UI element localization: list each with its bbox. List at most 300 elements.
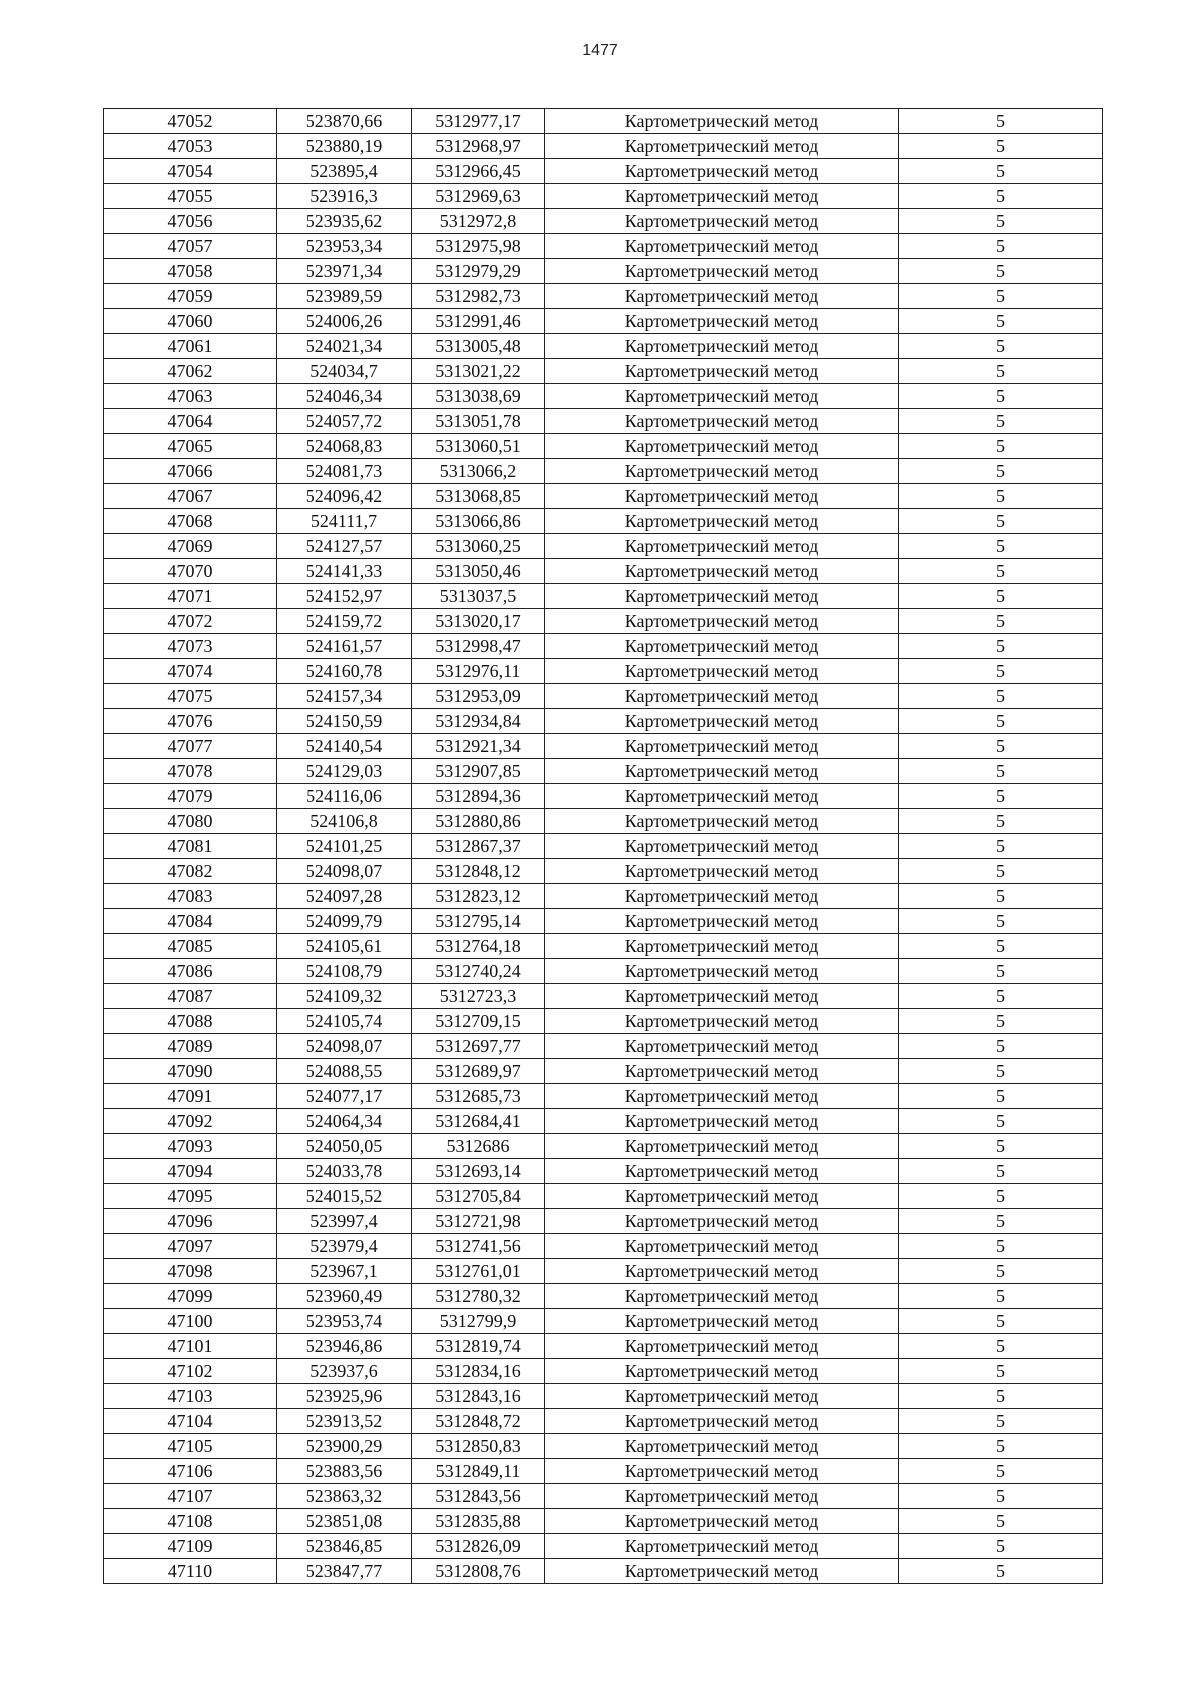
method-cell: Картометрический метод bbox=[545, 434, 899, 459]
point-number-cell: 47055 bbox=[104, 184, 277, 209]
point-number-cell: 47104 bbox=[104, 1409, 277, 1434]
y-coordinate-cell: 5312921,34 bbox=[412, 734, 545, 759]
point-number-cell: 47097 bbox=[104, 1234, 277, 1259]
point-number-cell: 47062 bbox=[104, 359, 277, 384]
accuracy-cell: 5 bbox=[899, 1009, 1103, 1034]
method-cell: Картометрический метод bbox=[545, 759, 899, 784]
y-coordinate-cell: 5312991,46 bbox=[412, 309, 545, 334]
point-number-cell: 47067 bbox=[104, 484, 277, 509]
point-number-cell: 47092 bbox=[104, 1109, 277, 1134]
method-cell: Картометрический метод bbox=[545, 234, 899, 259]
accuracy-cell: 5 bbox=[899, 1534, 1103, 1559]
point-number-cell: 47073 bbox=[104, 634, 277, 659]
method-cell: Картометрический метод bbox=[545, 1484, 899, 1509]
accuracy-cell: 5 bbox=[899, 509, 1103, 534]
point-number-cell: 47066 bbox=[104, 459, 277, 484]
table-row bbox=[104, 284, 1103, 309]
x-coordinate-cell: 524015,52 bbox=[277, 1184, 412, 1209]
x-coordinate-cell: 523847,77 bbox=[277, 1559, 412, 1584]
accuracy-cell: 5 bbox=[899, 534, 1103, 559]
y-coordinate-cell: 5312819,74 bbox=[412, 1334, 545, 1359]
table-row bbox=[104, 1359, 1103, 1384]
point-number-cell: 47098 bbox=[104, 1259, 277, 1284]
table-row bbox=[104, 134, 1103, 159]
page-number: 1477 bbox=[582, 42, 618, 59]
method-cell: Картометрический метод bbox=[545, 984, 899, 1009]
table-row bbox=[104, 459, 1103, 484]
y-coordinate-cell: 5312697,77 bbox=[412, 1034, 545, 1059]
method-cell: Картометрический метод bbox=[545, 1559, 899, 1584]
point-number-cell: 47089 bbox=[104, 1034, 277, 1059]
point-number-cell: 47106 bbox=[104, 1459, 277, 1484]
point-number-cell: 47057 bbox=[104, 234, 277, 259]
method-cell: Картометрический метод bbox=[545, 1034, 899, 1059]
method-cell: Картометрический метод bbox=[545, 184, 899, 209]
point-number-cell: 47096 bbox=[104, 1209, 277, 1234]
y-coordinate-cell: 5312740,24 bbox=[412, 959, 545, 984]
x-coordinate-cell: 524159,72 bbox=[277, 609, 412, 634]
x-coordinate-cell: 523937,6 bbox=[277, 1359, 412, 1384]
x-coordinate-cell: 524161,57 bbox=[277, 634, 412, 659]
point-number-cell: 47065 bbox=[104, 434, 277, 459]
point-number-cell: 47093 bbox=[104, 1134, 277, 1159]
point-number-cell: 47052 bbox=[104, 109, 277, 134]
accuracy-cell: 5 bbox=[899, 184, 1103, 209]
method-cell: Картометрический метод bbox=[545, 1534, 899, 1559]
x-coordinate-cell: 524150,59 bbox=[277, 709, 412, 734]
y-coordinate-cell: 5312849,11 bbox=[412, 1459, 545, 1484]
method-cell: Картометрический метод bbox=[545, 1309, 899, 1334]
method-cell: Картометрический метод bbox=[545, 959, 899, 984]
y-coordinate-cell: 5313051,78 bbox=[412, 409, 545, 434]
point-number-cell: 47094 bbox=[104, 1159, 277, 1184]
point-number-cell: 47076 bbox=[104, 709, 277, 734]
point-number-cell: 47056 bbox=[104, 209, 277, 234]
method-cell: Картометрический метод bbox=[545, 1334, 899, 1359]
y-coordinate-cell: 5313005,48 bbox=[412, 334, 545, 359]
point-number-cell: 47083 bbox=[104, 884, 277, 909]
point-number-cell: 47059 bbox=[104, 284, 277, 309]
x-coordinate-cell: 523997,4 bbox=[277, 1209, 412, 1234]
table-row bbox=[104, 1559, 1103, 1584]
point-number-cell: 47101 bbox=[104, 1334, 277, 1359]
point-number-cell: 47102 bbox=[104, 1359, 277, 1384]
y-coordinate-cell: 5313060,51 bbox=[412, 434, 545, 459]
method-cell: Картометрический метод bbox=[545, 1384, 899, 1409]
accuracy-cell: 5 bbox=[899, 1234, 1103, 1259]
method-cell: Картометрический метод bbox=[545, 809, 899, 834]
point-number-cell: 47091 bbox=[104, 1084, 277, 1109]
table-row bbox=[104, 1509, 1103, 1534]
point-number-cell: 47090 bbox=[104, 1059, 277, 1084]
method-cell: Картометрический метод bbox=[545, 1459, 899, 1484]
y-coordinate-cell: 5312969,63 bbox=[412, 184, 545, 209]
y-coordinate-cell: 5312705,84 bbox=[412, 1184, 545, 1209]
y-coordinate-cell: 5312843,16 bbox=[412, 1384, 545, 1409]
method-cell: Картометрический метод bbox=[545, 134, 899, 159]
x-coordinate-cell: 524088,55 bbox=[277, 1059, 412, 1084]
table-row bbox=[104, 1134, 1103, 1159]
point-number-cell: 47053 bbox=[104, 134, 277, 159]
accuracy-cell: 5 bbox=[899, 1434, 1103, 1459]
point-number-cell: 47099 bbox=[104, 1284, 277, 1309]
point-number-cell: 47108 bbox=[104, 1509, 277, 1534]
x-coordinate-cell: 524098,07 bbox=[277, 859, 412, 884]
accuracy-cell: 5 bbox=[899, 609, 1103, 634]
x-coordinate-cell: 524140,54 bbox=[277, 734, 412, 759]
method-cell: Картометрический метод bbox=[545, 1209, 899, 1234]
x-coordinate-cell: 523916,3 bbox=[277, 184, 412, 209]
method-cell: Картометрический метод bbox=[545, 1084, 899, 1109]
accuracy-cell: 5 bbox=[899, 1484, 1103, 1509]
y-coordinate-cell: 5312685,73 bbox=[412, 1084, 545, 1109]
method-cell: Картометрический метод bbox=[545, 509, 899, 534]
accuracy-cell: 5 bbox=[899, 134, 1103, 159]
method-cell: Картометрический метод bbox=[545, 1409, 899, 1434]
method-cell: Картометрический метод bbox=[545, 609, 899, 634]
accuracy-cell: 5 bbox=[899, 1559, 1103, 1584]
x-coordinate-cell: 524105,74 bbox=[277, 1009, 412, 1034]
y-coordinate-cell: 5312834,16 bbox=[412, 1359, 545, 1384]
accuracy-cell: 5 bbox=[899, 1159, 1103, 1184]
point-number-cell: 47063 bbox=[104, 384, 277, 409]
method-cell: Картометрический метод bbox=[545, 634, 899, 659]
table-row bbox=[104, 334, 1103, 359]
y-coordinate-cell: 5312741,56 bbox=[412, 1234, 545, 1259]
method-cell: Картометрический метод bbox=[545, 659, 899, 684]
table-row bbox=[104, 1059, 1103, 1084]
accuracy-cell: 5 bbox=[899, 1309, 1103, 1334]
method-cell: Картометрический метод bbox=[545, 1284, 899, 1309]
y-coordinate-cell: 5312693,14 bbox=[412, 1159, 545, 1184]
point-number-cell: 47058 bbox=[104, 259, 277, 284]
method-cell: Картометрический метод bbox=[545, 1159, 899, 1184]
method-cell: Картометрический метод bbox=[545, 1184, 899, 1209]
table-row bbox=[104, 484, 1103, 509]
x-coordinate-cell: 523935,62 bbox=[277, 209, 412, 234]
accuracy-cell: 5 bbox=[899, 209, 1103, 234]
table-row bbox=[104, 1159, 1103, 1184]
table-row bbox=[104, 184, 1103, 209]
method-cell: Картометрический метод bbox=[545, 834, 899, 859]
y-coordinate-cell: 5312953,09 bbox=[412, 684, 545, 709]
accuracy-cell: 5 bbox=[899, 384, 1103, 409]
point-number-cell: 47109 bbox=[104, 1534, 277, 1559]
y-coordinate-cell: 5312850,83 bbox=[412, 1434, 545, 1459]
y-coordinate-cell: 5312975,98 bbox=[412, 234, 545, 259]
method-cell: Картометрический метод bbox=[545, 1509, 899, 1534]
table-row bbox=[104, 1034, 1103, 1059]
point-number-cell: 47095 bbox=[104, 1184, 277, 1209]
point-number-cell: 47084 bbox=[104, 909, 277, 934]
method-cell: Картометрический метод bbox=[545, 1009, 899, 1034]
accuracy-cell: 5 bbox=[899, 1109, 1103, 1134]
x-coordinate-cell: 524108,79 bbox=[277, 959, 412, 984]
point-number-cell: 47069 bbox=[104, 534, 277, 559]
accuracy-cell: 5 bbox=[899, 459, 1103, 484]
method-cell: Картометрический метод bbox=[545, 734, 899, 759]
method-cell: Картометрический метод bbox=[545, 1234, 899, 1259]
coordinates-table bbox=[103, 108, 1103, 1584]
x-coordinate-cell: 523851,08 bbox=[277, 1509, 412, 1534]
method-cell: Картометрический метод bbox=[545, 884, 899, 909]
method-cell: Картометрический метод bbox=[545, 359, 899, 384]
point-number-cell: 47080 bbox=[104, 809, 277, 834]
table-row bbox=[104, 659, 1103, 684]
y-coordinate-cell: 5312823,12 bbox=[412, 884, 545, 909]
x-coordinate-cell: 523960,49 bbox=[277, 1284, 412, 1309]
table-row bbox=[104, 209, 1103, 234]
x-coordinate-cell: 524097,28 bbox=[277, 884, 412, 909]
x-coordinate-cell: 524046,34 bbox=[277, 384, 412, 409]
accuracy-cell: 5 bbox=[899, 1034, 1103, 1059]
table-row bbox=[104, 1259, 1103, 1284]
accuracy-cell: 5 bbox=[899, 1059, 1103, 1084]
accuracy-cell: 5 bbox=[899, 434, 1103, 459]
x-coordinate-cell: 524157,34 bbox=[277, 684, 412, 709]
accuracy-cell: 5 bbox=[899, 1284, 1103, 1309]
x-coordinate-cell: 524057,72 bbox=[277, 409, 412, 434]
accuracy-cell: 5 bbox=[899, 759, 1103, 784]
x-coordinate-cell: 524127,57 bbox=[277, 534, 412, 559]
x-coordinate-cell: 523967,1 bbox=[277, 1259, 412, 1284]
table-row bbox=[104, 684, 1103, 709]
x-coordinate-cell: 524105,61 bbox=[277, 934, 412, 959]
y-coordinate-cell: 5312761,01 bbox=[412, 1259, 545, 1284]
point-number-cell: 47064 bbox=[104, 409, 277, 434]
y-coordinate-cell: 5312977,17 bbox=[412, 109, 545, 134]
table-row bbox=[104, 609, 1103, 634]
point-number-cell: 47054 bbox=[104, 159, 277, 184]
table-row bbox=[104, 909, 1103, 934]
table-row bbox=[104, 559, 1103, 584]
x-coordinate-cell: 524129,03 bbox=[277, 759, 412, 784]
y-coordinate-cell: 5312795,14 bbox=[412, 909, 545, 934]
y-coordinate-cell: 5312976,11 bbox=[412, 659, 545, 684]
accuracy-cell: 5 bbox=[899, 1409, 1103, 1434]
accuracy-cell: 5 bbox=[899, 559, 1103, 584]
y-coordinate-cell: 5312972,8 bbox=[412, 209, 545, 234]
method-cell: Картометрический метод bbox=[545, 1434, 899, 1459]
accuracy-cell: 5 bbox=[899, 1384, 1103, 1409]
method-cell: Картометрический метод bbox=[545, 1134, 899, 1159]
accuracy-cell: 5 bbox=[899, 784, 1103, 809]
y-coordinate-cell: 5313066,86 bbox=[412, 509, 545, 534]
point-number-cell: 47107 bbox=[104, 1484, 277, 1509]
table-row bbox=[104, 634, 1103, 659]
table-row bbox=[104, 584, 1103, 609]
table-row bbox=[104, 1309, 1103, 1334]
point-number-cell: 47077 bbox=[104, 734, 277, 759]
x-coordinate-cell: 524021,34 bbox=[277, 334, 412, 359]
table-row bbox=[104, 834, 1103, 859]
accuracy-cell: 5 bbox=[899, 859, 1103, 884]
y-coordinate-cell: 5313037,5 bbox=[412, 584, 545, 609]
method-cell: Картометрический метод bbox=[545, 384, 899, 409]
accuracy-cell: 5 bbox=[899, 309, 1103, 334]
point-number-cell: 47100 bbox=[104, 1309, 277, 1334]
accuracy-cell: 5 bbox=[899, 1359, 1103, 1384]
accuracy-cell: 5 bbox=[899, 959, 1103, 984]
x-coordinate-cell: 524160,78 bbox=[277, 659, 412, 684]
method-cell: Картометрический метод bbox=[545, 859, 899, 884]
coordinates-table-body bbox=[104, 109, 1103, 1584]
x-coordinate-cell: 523953,74 bbox=[277, 1309, 412, 1334]
point-number-cell: 47072 bbox=[104, 609, 277, 634]
table-row bbox=[104, 1409, 1103, 1434]
x-coordinate-cell: 523880,19 bbox=[277, 134, 412, 159]
x-coordinate-cell: 524099,79 bbox=[277, 909, 412, 934]
table-row bbox=[104, 159, 1103, 184]
y-coordinate-cell: 5312780,32 bbox=[412, 1284, 545, 1309]
table-row bbox=[104, 1209, 1103, 1234]
x-coordinate-cell: 524109,32 bbox=[277, 984, 412, 1009]
point-number-cell: 47079 bbox=[104, 784, 277, 809]
y-coordinate-cell: 5312848,12 bbox=[412, 859, 545, 884]
method-cell: Картометрический метод bbox=[545, 709, 899, 734]
table-row bbox=[104, 259, 1103, 284]
method-cell: Картометрический метод bbox=[545, 784, 899, 809]
x-coordinate-cell: 523971,34 bbox=[277, 259, 412, 284]
y-coordinate-cell: 5312808,76 bbox=[412, 1559, 545, 1584]
method-cell: Картометрический метод bbox=[545, 259, 899, 284]
table-row bbox=[104, 1284, 1103, 1309]
x-coordinate-cell: 523870,66 bbox=[277, 109, 412, 134]
accuracy-cell: 5 bbox=[899, 709, 1103, 734]
accuracy-cell: 5 bbox=[899, 1184, 1103, 1209]
table-row bbox=[104, 1459, 1103, 1484]
method-cell: Картометрический метод bbox=[545, 909, 899, 934]
point-number-cell: 47081 bbox=[104, 834, 277, 859]
table-row bbox=[104, 1184, 1103, 1209]
accuracy-cell: 5 bbox=[899, 1134, 1103, 1159]
point-number-cell: 47088 bbox=[104, 1009, 277, 1034]
point-number-cell: 47061 bbox=[104, 334, 277, 359]
point-number-cell: 47074 bbox=[104, 659, 277, 684]
x-coordinate-cell: 524034,7 bbox=[277, 359, 412, 384]
point-number-cell: 47105 bbox=[104, 1434, 277, 1459]
point-number-cell: 47110 bbox=[104, 1559, 277, 1584]
y-coordinate-cell: 5313050,46 bbox=[412, 559, 545, 584]
y-coordinate-cell: 5312867,37 bbox=[412, 834, 545, 859]
accuracy-cell: 5 bbox=[899, 734, 1103, 759]
method-cell: Картометрический метод bbox=[545, 209, 899, 234]
x-coordinate-cell: 524077,17 bbox=[277, 1084, 412, 1109]
y-coordinate-cell: 5312907,85 bbox=[412, 759, 545, 784]
y-coordinate-cell: 5313066,2 bbox=[412, 459, 545, 484]
table-row bbox=[104, 1234, 1103, 1259]
table-row bbox=[104, 959, 1103, 984]
table-row bbox=[104, 534, 1103, 559]
method-cell: Картометрический метод bbox=[545, 409, 899, 434]
method-cell: Картометрический метод bbox=[545, 684, 899, 709]
table-row bbox=[104, 934, 1103, 959]
x-coordinate-cell: 523846,85 bbox=[277, 1534, 412, 1559]
x-coordinate-cell: 524116,06 bbox=[277, 784, 412, 809]
x-coordinate-cell: 524098,07 bbox=[277, 1034, 412, 1059]
method-cell: Картометрический метод bbox=[545, 584, 899, 609]
method-cell: Картометрический метод bbox=[545, 484, 899, 509]
y-coordinate-cell: 5313068,85 bbox=[412, 484, 545, 509]
x-coordinate-cell: 524152,97 bbox=[277, 584, 412, 609]
accuracy-cell: 5 bbox=[899, 1259, 1103, 1284]
method-cell: Картометрический метод bbox=[545, 934, 899, 959]
table-row bbox=[104, 1084, 1103, 1109]
accuracy-cell: 5 bbox=[899, 684, 1103, 709]
method-cell: Картометрический метод bbox=[545, 1259, 899, 1284]
method-cell: Картометрический метод bbox=[545, 559, 899, 584]
table-row bbox=[104, 709, 1103, 734]
table-row bbox=[104, 384, 1103, 409]
accuracy-cell: 5 bbox=[899, 909, 1103, 934]
y-coordinate-cell: 5312998,47 bbox=[412, 634, 545, 659]
x-coordinate-cell: 524141,33 bbox=[277, 559, 412, 584]
y-coordinate-cell: 5312968,97 bbox=[412, 134, 545, 159]
point-number-cell: 47071 bbox=[104, 584, 277, 609]
accuracy-cell: 5 bbox=[899, 259, 1103, 284]
accuracy-cell: 5 bbox=[899, 1509, 1103, 1534]
accuracy-cell: 5 bbox=[899, 1459, 1103, 1484]
y-coordinate-cell: 5312966,45 bbox=[412, 159, 545, 184]
table-row bbox=[104, 1334, 1103, 1359]
y-coordinate-cell: 5312721,98 bbox=[412, 1209, 545, 1234]
accuracy-cell: 5 bbox=[899, 934, 1103, 959]
table-row bbox=[104, 434, 1103, 459]
x-coordinate-cell: 524096,42 bbox=[277, 484, 412, 509]
table-row bbox=[104, 1384, 1103, 1409]
table-row bbox=[104, 784, 1103, 809]
method-cell: Картометрический метод bbox=[545, 109, 899, 134]
y-coordinate-cell: 5313020,17 bbox=[412, 609, 545, 634]
y-coordinate-cell: 5313060,25 bbox=[412, 534, 545, 559]
y-coordinate-cell: 5313038,69 bbox=[412, 384, 545, 409]
accuracy-cell: 5 bbox=[899, 234, 1103, 259]
y-coordinate-cell: 5313021,22 bbox=[412, 359, 545, 384]
method-cell: Картометрический метод bbox=[545, 1359, 899, 1384]
x-coordinate-cell: 524068,83 bbox=[277, 434, 412, 459]
point-number-cell: 47086 bbox=[104, 959, 277, 984]
x-coordinate-cell: 524064,34 bbox=[277, 1109, 412, 1134]
table-row bbox=[104, 1434, 1103, 1459]
table-row bbox=[104, 1484, 1103, 1509]
point-number-cell: 47068 bbox=[104, 509, 277, 534]
y-coordinate-cell: 5312835,88 bbox=[412, 1509, 545, 1534]
accuracy-cell: 5 bbox=[899, 409, 1103, 434]
accuracy-cell: 5 bbox=[899, 809, 1103, 834]
point-number-cell: 47078 bbox=[104, 759, 277, 784]
accuracy-cell: 5 bbox=[899, 984, 1103, 1009]
table-row bbox=[104, 859, 1103, 884]
accuracy-cell: 5 bbox=[899, 484, 1103, 509]
method-cell: Картометрический метод bbox=[545, 159, 899, 184]
x-coordinate-cell: 523925,96 bbox=[277, 1384, 412, 1409]
x-coordinate-cell: 523863,32 bbox=[277, 1484, 412, 1509]
x-coordinate-cell: 524081,73 bbox=[277, 459, 412, 484]
x-coordinate-cell: 523895,4 bbox=[277, 159, 412, 184]
accuracy-cell: 5 bbox=[899, 834, 1103, 859]
x-coordinate-cell: 524111,7 bbox=[277, 509, 412, 534]
table-row bbox=[104, 759, 1103, 784]
method-cell: Картометрический метод bbox=[545, 459, 899, 484]
y-coordinate-cell: 5312709,15 bbox=[412, 1009, 545, 1034]
accuracy-cell: 5 bbox=[899, 659, 1103, 684]
y-coordinate-cell: 5312894,36 bbox=[412, 784, 545, 809]
table-row bbox=[104, 984, 1103, 1009]
accuracy-cell: 5 bbox=[899, 1334, 1103, 1359]
method-cell: Картометрический метод bbox=[545, 334, 899, 359]
accuracy-cell: 5 bbox=[899, 359, 1103, 384]
method-cell: Картометрический метод bbox=[545, 1109, 899, 1134]
